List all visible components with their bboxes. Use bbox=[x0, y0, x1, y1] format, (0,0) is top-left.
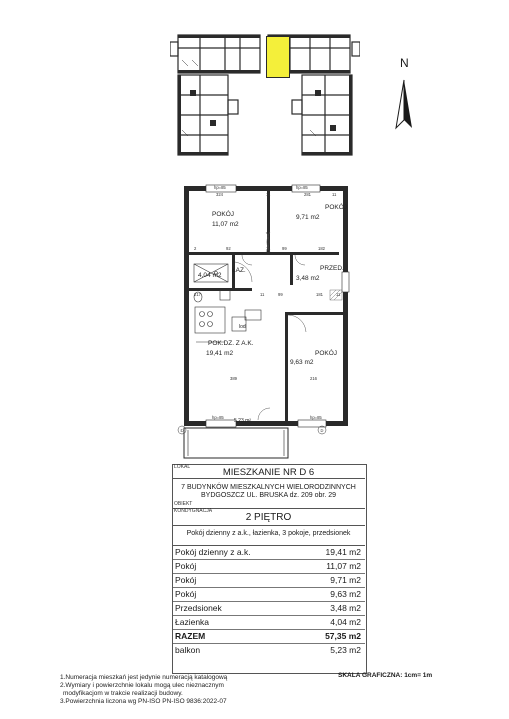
fridge-label: lod bbox=[239, 324, 246, 330]
dim: 281 bbox=[304, 192, 311, 197]
table-row bbox=[173, 546, 365, 560]
dim: 92 bbox=[226, 246, 231, 251]
dim: 389 bbox=[230, 376, 237, 381]
axis-label: ② bbox=[320, 428, 324, 433]
row-area: 19,41 m2 bbox=[325, 547, 361, 557]
north-arrow-icon bbox=[392, 78, 416, 133]
row-area: 9,63 m2 bbox=[330, 589, 361, 599]
kondygnacja-label: KONDYGNACJA bbox=[174, 508, 213, 514]
dim: 11 bbox=[336, 292, 341, 297]
dim: 11 bbox=[266, 246, 271, 251]
room-label: POKÓJ bbox=[212, 211, 235, 218]
dim: 2 bbox=[194, 246, 197, 251]
room-label: POKÓJ bbox=[325, 204, 348, 211]
room-area: 3,48 m2 bbox=[296, 275, 320, 282]
divider bbox=[172, 478, 365, 479]
footnote: 1.Numeracja mieszkań jest jedynie numeracją katalogową bbox=[60, 674, 228, 681]
footnote: modyfikacjom w trakcie realizacji budowy. bbox=[63, 690, 183, 697]
dim: 11 bbox=[266, 192, 271, 197]
room-description: Pokój dzienny z a.k., łazienka, 3 pokoje, przedsionek bbox=[186, 530, 351, 537]
row-name: RAZEM bbox=[175, 631, 206, 641]
dim: 11 bbox=[332, 192, 337, 197]
table-row bbox=[173, 560, 365, 574]
room-area: 11,07 m2 bbox=[212, 221, 239, 228]
dim: hp=85 bbox=[310, 415, 322, 420]
table-row-total bbox=[173, 630, 365, 644]
dim: 181 bbox=[316, 292, 323, 297]
table-row bbox=[173, 644, 365, 657]
row-area: 4,04 m2 bbox=[330, 617, 361, 627]
row-name: Pokój dzienny z a.k. bbox=[175, 547, 251, 557]
dim: 216 bbox=[310, 376, 317, 381]
room-area: 19,41 m2 bbox=[206, 350, 234, 357]
row-name: Łazienka bbox=[175, 617, 210, 627]
dim: hp=85 bbox=[212, 415, 224, 420]
row-name: Pokój bbox=[175, 575, 197, 585]
north-label: N bbox=[400, 56, 409, 70]
dim: 99 bbox=[282, 246, 287, 251]
room-area: 9,63 m2 bbox=[290, 359, 314, 366]
building-line-1: 7 BUDYNKÓW MIESZKALNYCH WIELORODZINNYCH bbox=[181, 484, 356, 491]
apartment-title: MIESZKANIE NR D 6 bbox=[222, 467, 315, 478]
obiekt-label: OBIEKT bbox=[174, 501, 193, 507]
dim: 182 bbox=[318, 246, 325, 251]
row-name: Pokój bbox=[175, 589, 197, 599]
lokal-label: LOKAL bbox=[174, 464, 191, 470]
dim: 99 bbox=[278, 292, 283, 297]
dim: hp=85 bbox=[214, 185, 226, 190]
floor-plan bbox=[170, 172, 360, 462]
key-plan bbox=[170, 30, 360, 160]
table-row bbox=[173, 588, 365, 602]
table-row bbox=[173, 602, 365, 616]
axis-label: ① bbox=[180, 428, 184, 433]
room-label: POKÓJ bbox=[315, 350, 338, 357]
dim: hp=85 bbox=[296, 185, 308, 190]
building-line-2: BYDGOSZCZ UL. BRUSKA dz. 209 obr. 29 bbox=[201, 492, 336, 499]
room-area: 4,04 m2 bbox=[198, 272, 222, 279]
row-area: 57,35 m2 bbox=[325, 631, 361, 641]
table-row bbox=[173, 574, 365, 588]
balcony-area: 5,23 m² bbox=[234, 418, 251, 424]
floor-value: 2 PIĘTRO bbox=[245, 512, 292, 523]
row-area: 5,23 m2 bbox=[330, 645, 361, 655]
room-label: PRZED. bbox=[320, 265, 344, 272]
table-row bbox=[173, 616, 365, 630]
row-area: 9,71 m2 bbox=[330, 575, 361, 585]
dim: 217 bbox=[194, 292, 201, 297]
dim: 324 bbox=[216, 192, 223, 197]
footnote: 3.Powierzchnia liczona wg PN-ISO PN-ISO 9836:2022-07 bbox=[60, 698, 227, 705]
apartment-highlight bbox=[266, 36, 290, 78]
row-name: Pokój bbox=[175, 561, 197, 571]
row-name: Przedsionek bbox=[175, 603, 222, 613]
scale-label: SKALA GRAFICZNA: 1cm= 1m bbox=[338, 672, 433, 679]
dim: 11 bbox=[260, 292, 265, 297]
room-label: POK.DZ. Z A.K. bbox=[208, 340, 254, 347]
row-name: balkon bbox=[175, 645, 201, 655]
row-area: 3,48 m2 bbox=[330, 603, 361, 613]
room-label: ŁAZ. bbox=[232, 267, 246, 274]
footnote: 2.Wymiary i powierzchnie lokalu mogą ulec nieznacznym bbox=[60, 682, 224, 689]
room-area: 9,71 m2 bbox=[296, 214, 320, 221]
row-area: 11,07 m2 bbox=[326, 561, 361, 571]
divider bbox=[172, 525, 365, 526]
